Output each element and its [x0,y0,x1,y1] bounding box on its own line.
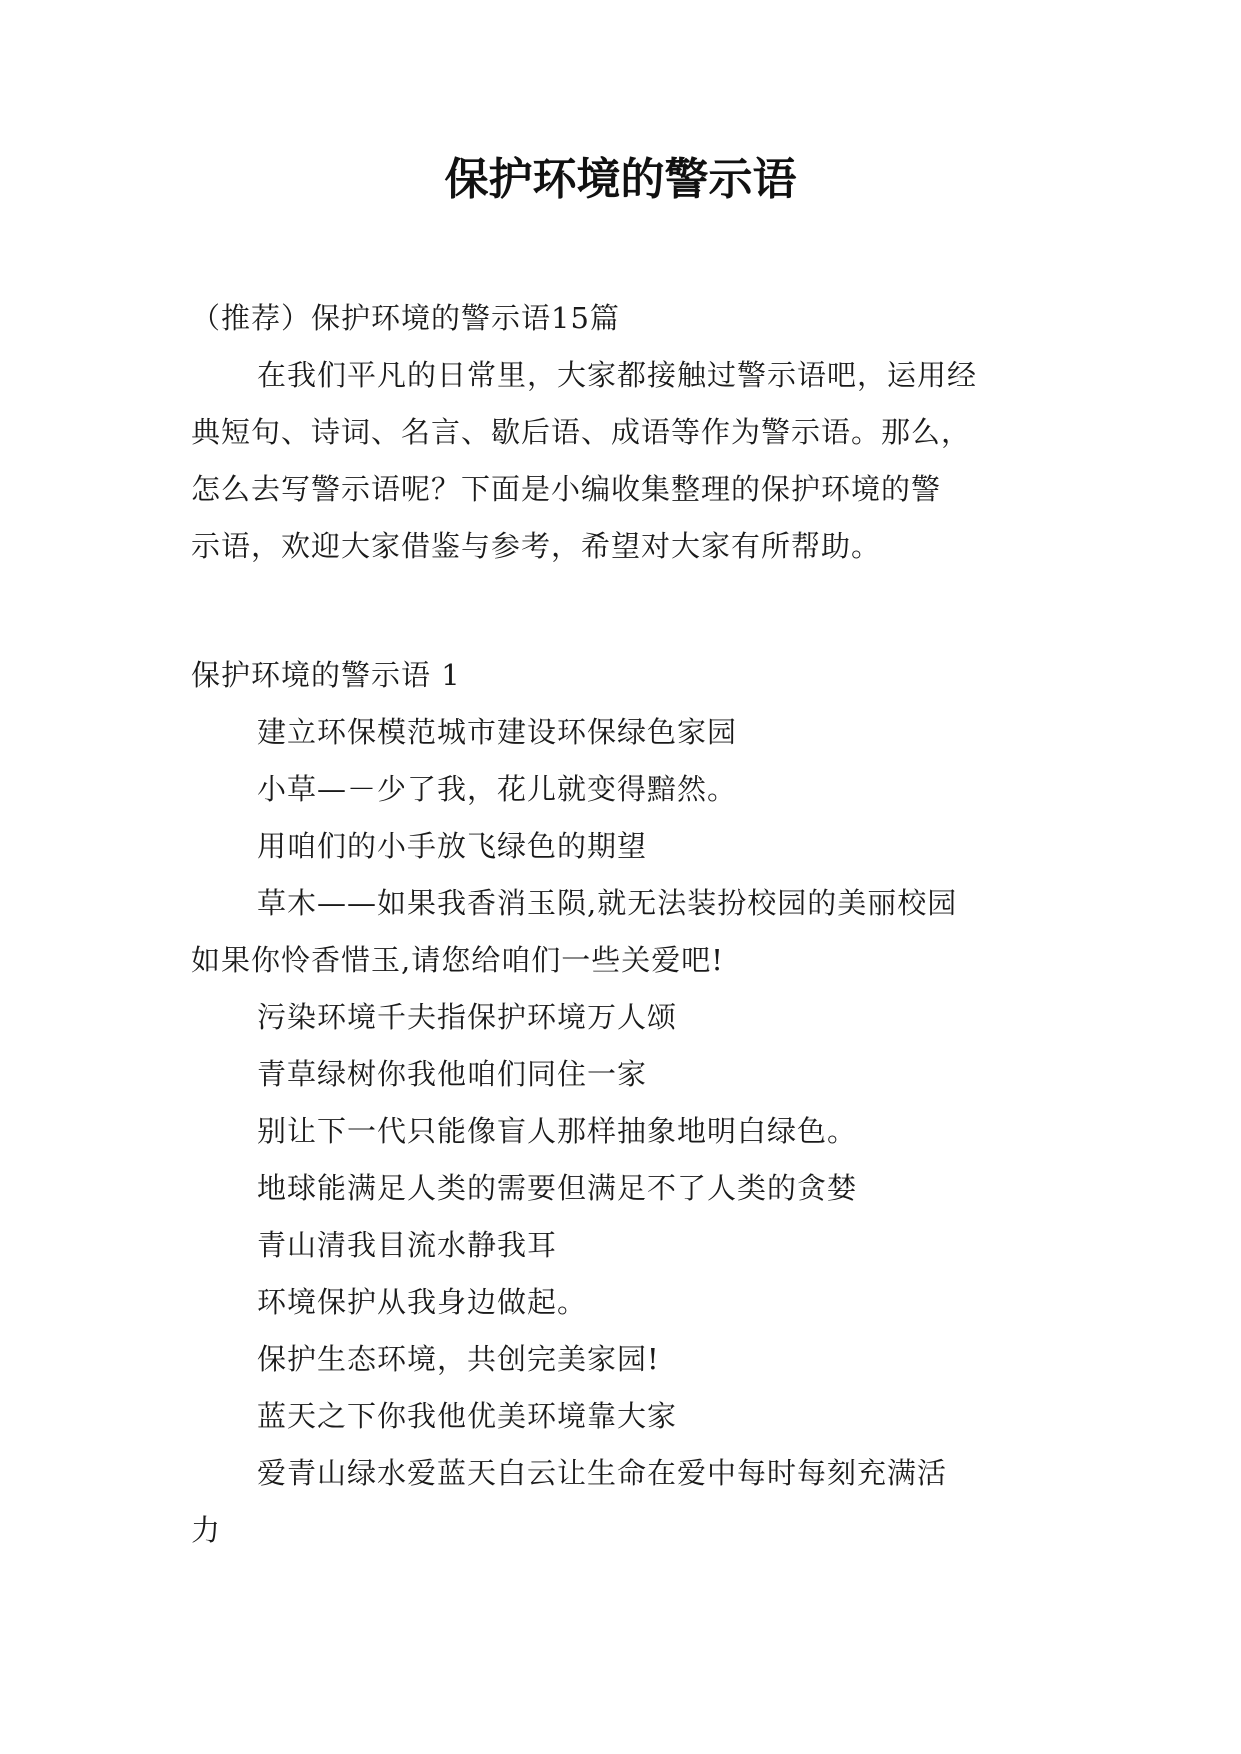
slogan-line: 地球能满足人类的需要但满足不了人类的贪婪 [257,1171,858,1205]
slogan-line: 蓝天之下你我他优美环境靠大家 [257,1399,678,1433]
intro-line-3: 怎么去写警示语呢？下面是小编收集整理的保护环境的警 [191,472,942,506]
document-body [191,290,1053,1559]
intro-line-4: 示语，欢迎大家借鉴与参考，希望对大家有所帮助。 [191,529,882,563]
slogan-line: 环境保护从我身边做起。 [257,1285,588,1319]
slogan-line: 青草绿树你我他咱们同住一家 [257,1057,648,1091]
section-heading: 保护环境的警示语 1 [191,658,461,692]
slogan-line: 别让下一代只能像盲人那样抽象地明白绿色。 [257,1114,858,1148]
slogan-line: 力 [191,1513,222,1547]
slogan-line: 爱青山绿水爱蓝天白云让生命在爱中每时每刻充满活 [257,1456,948,1490]
slogan-line: 小草—－少了我，花儿就变得黯然。 [257,772,738,806]
intro-line-1: 在我们平凡的日常里，大家都接触过警示语吧，运用经 [257,358,978,392]
slogan-line: 如果你怜香惜玉,请您给咱们一些关爱吧! [191,943,724,977]
slogan-line: 草木——如果我香消玉陨,就无法装扮校园的美丽校园 [257,886,958,920]
slogan-line: 污染环境千夫指保护环境万人颂 [257,1000,678,1034]
slogan-line: 青山清我目流水静我耳 [257,1228,558,1262]
intro-line-2: 典短句、诗词、名言、歇后语、成语等作为警示语。那么， [191,415,972,449]
slogan-line: 保护生态环境，共创完美家园! [257,1342,660,1376]
document-title: 保护环境的警示语 [444,154,797,205]
document-subtitle: （推荐）保护环境的警示语15篇 [191,301,620,335]
slogan-line: 建立环保模范城市建设环保绿色家园 [257,715,738,749]
paragraph-spacer [191,575,1053,647]
slogan-line: 用咱们的小手放飞绿色的期望 [257,829,648,863]
